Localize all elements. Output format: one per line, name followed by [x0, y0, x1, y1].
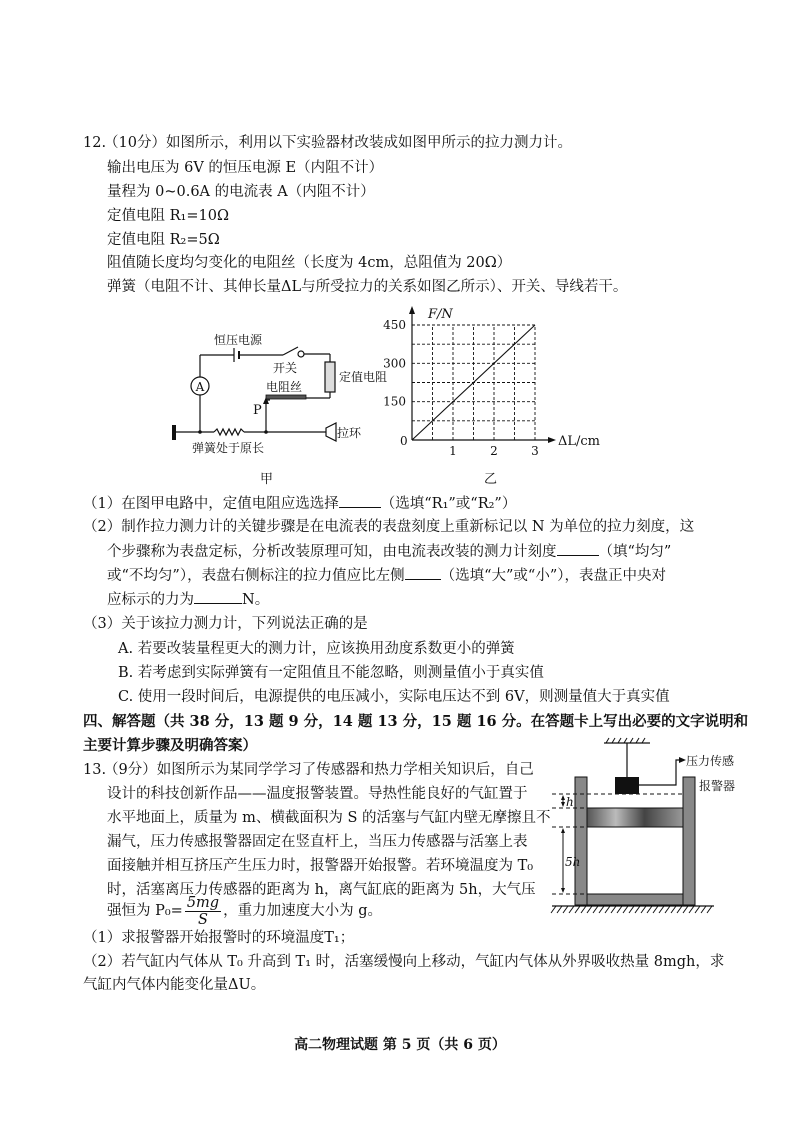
q12-sub1-text: （1）在图甲电路中，定值电阻应选选择 [83, 496, 339, 512]
q13-pressure-text: ，重力加速度大小为 g。 [223, 903, 382, 919]
q13-line: 时，活塞离压力传感器的距离为 h，离气缸底的距离为 5h，大气压 [107, 882, 536, 898]
q12-sub2-text: 或“不均匀”），表盘右侧标注的拉力值应比左侧 [107, 568, 405, 584]
switch-label: 开关 [273, 361, 298, 375]
x-tick-label: 2 [490, 444, 498, 458]
ground-hatch-line [605, 906, 610, 913]
sensor-label: 压力传感 [686, 754, 735, 768]
q13-line: （9分）如图所示为某同学学习了传感器和热力学相关知识后，自己 [104, 762, 534, 778]
q13-line: 漏气，压力传感报警器固定在竖直杆上，当压力传感器与活塞上表 [107, 834, 528, 850]
ground-hatch-line [671, 906, 676, 913]
q12-option-b: B. 若考虑到实际弹簧有一定阻值且不能忽略，则测量值小于真实值 [118, 665, 544, 681]
ground-hatch-line [599, 906, 604, 913]
q12-item: 弹簧（电阻不计、其伸长量ΔL与所受拉力的关系如图乙所示）、开关、导线若干。 [107, 279, 628, 295]
page-footer: 高二物理试题 第 5 页（共 6 页） [294, 1037, 506, 1053]
fraction-denominator: S [197, 911, 208, 928]
ground-hatch-line [569, 906, 574, 913]
q13-number: 13. [83, 762, 107, 778]
q12-sub2-text: 应标示的力为 [107, 592, 194, 608]
piston [587, 808, 683, 827]
ground-hatch-line [701, 906, 706, 913]
q12-sub2-hint: （填“均匀” [598, 544, 672, 560]
ground-hatch-line [647, 906, 652, 913]
q12-item: 量程为 0~0.6A 的电流表 A（内阻不计） [107, 184, 375, 200]
q13-pressure-text: 强恒为 P₀= [107, 903, 183, 919]
ground-hatch-line [617, 906, 622, 913]
5h-label: 5h [565, 855, 581, 869]
q12-sub2-line: （2）制作拉力测力计的关键步骤是在电流表的表盘刻度上重新标记以 N 为单位的拉力刻度，这 [83, 519, 695, 535]
power-label: 恒压电源 [214, 333, 263, 347]
q13-line: 设计的科技创新作品——温度报警装置。导热性能良好的气缸置于 [107, 786, 528, 802]
h-label: h [566, 795, 574, 809]
y-axis-label: F/N [428, 307, 453, 322]
ammeter-label: A [195, 380, 205, 394]
q12-item: 定值电阻 R₁=10Ω [107, 208, 229, 224]
ground-hatch-line [689, 906, 694, 913]
ground-hatch-line [659, 906, 664, 913]
ground-hatch-line [635, 906, 640, 913]
q12-number: 12. [83, 135, 107, 151]
section-heading: 四、解答题（共 38 分，13 题 9 分，14 题 13 分，15 题 16 分。在答题卡上写出必要的文字说明和 [83, 713, 749, 730]
q12-sub1-hint: （选填“R₁”或“R₂”） [380, 496, 517, 512]
ground-hatch-line [611, 906, 616, 913]
pressure-sensor-icon [615, 777, 639, 794]
ground-hatch-line [581, 906, 586, 913]
q13-sub2: （2）若气缸内气体从 T₀ 升高到 T₁ 时，活塞缓慢向上移动，气缸内气体从外界吸收热量 8mgh，求 [83, 954, 725, 970]
ground-hatch-line [653, 906, 658, 913]
ground-hatch-line [551, 906, 556, 913]
fraction-numerator: 5mg [186, 894, 220, 911]
ground-hatch-line [587, 906, 592, 913]
x-axis-label: ΔL/cm [558, 434, 601, 449]
q13-line: 水平地面上，质量为 m、横截面积为 S 的活塞与气缸内壁无摩擦且不 [107, 810, 551, 826]
figure-caption-jia: 甲 [260, 472, 274, 487]
q12-sub2-unit: N。 [242, 592, 270, 608]
q12-intro: （10分）如图所示，利用以下实验器材改装成如图甲所示的拉力测力计。 [104, 135, 572, 151]
q13-line: 面接触并相互挤压产生压力时，报警器开始报警。若环境温度为 T₀ [107, 858, 534, 874]
ground-hatch-line [593, 906, 598, 913]
ground-hatch-line [677, 906, 682, 913]
ring-label: 拉环 [337, 426, 362, 440]
q12-sub3-stem: （3）关于该拉力测力计，下列说法正确的是 [83, 616, 368, 632]
q12-item: 阻值随长度均匀变化的电阻丝（长度为 4cm，总阻值为 20Ω） [107, 255, 512, 271]
q12-item: 输出电压为 6V 的恒压电源 E（内阻不计） [107, 160, 384, 176]
wire-label: 电阻丝 [266, 380, 303, 394]
section-heading-cont: 主要计算步骤及明确答案） [83, 737, 257, 754]
y-tick-label: 300 [383, 356, 406, 371]
ground-hatch-line [683, 906, 688, 913]
q13-sub2-cont: 气缸内气体内能变化量ΔU。 [83, 977, 266, 993]
q12-item: 定值电阻 R₂=5Ω [107, 232, 220, 248]
ground-hatch-line [629, 906, 634, 913]
ground-hatch-line [707, 906, 712, 913]
q12-sub2-hint: （选填“大”或“小”），表盘正中央对 [440, 568, 666, 584]
figure-caption-yi: 乙 [484, 472, 498, 487]
ground-hatch-line [557, 906, 562, 913]
sensor-label: 报警器 [699, 779, 736, 793]
q12-option-a: A. 若要改装量程更大的测力计，应该换用劲度系数更小的弹簧 [118, 641, 515, 657]
y-tick-label: 450 [383, 318, 406, 332]
y-tick-label: 150 [383, 394, 406, 409]
resistor-label: 定值电阻 [339, 370, 388, 384]
origin-label: 0 [400, 434, 408, 448]
ground-hatch-line [563, 906, 568, 913]
q12-sub2-text: 个步骤称为表盘定标，分析改装原理可知，由电流表改装的测力计刻度 [107, 544, 557, 560]
ground-hatch-line [623, 906, 628, 913]
ground-hatch-line [695, 906, 700, 913]
x-tick-label: 1 [449, 444, 457, 458]
slider-label: P [253, 403, 262, 418]
x-tick-label: 3 [531, 444, 539, 458]
q12-option-c: C. 使用一段时间后，电源提供的电压减小，实际电压达不到 6V，则测量值大于真实值 [118, 689, 670, 705]
ground-hatch-line [665, 906, 670, 913]
spring-label: 弹簧处于原长 [192, 441, 265, 455]
ground-hatch-line [575, 906, 580, 913]
ground-hatch-line [641, 906, 646, 913]
q13-sub1: （1）求报警器开始报警时的环境温度T₁； [83, 930, 355, 946]
